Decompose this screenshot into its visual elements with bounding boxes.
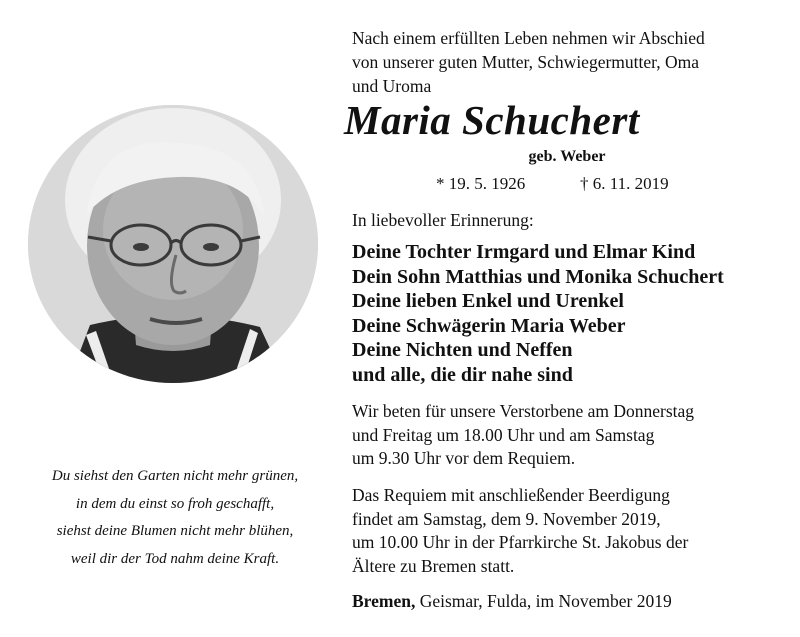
birth-date: * 19. 5. 1926 bbox=[436, 174, 526, 193]
place-bold: Bremen, bbox=[352, 591, 416, 611]
mourner-line: Deine lieben Enkel und Urenkel bbox=[352, 290, 624, 312]
requiem-text bbox=[352, 484, 688, 578]
requiem-line: Das Requiem mit anschließender Beerdigung bbox=[352, 485, 670, 505]
requiem-line: findet am Samstag, dem 9. November 2019, bbox=[352, 508, 661, 529]
requiem-line: um 10.00 Uhr in der Pfarrkirche St. Jakobus der bbox=[352, 532, 689, 552]
place-rest: Geismar, Fulda, im November 2019 bbox=[415, 591, 672, 611]
mourner-line: Deine Schwägerin Maria Weber bbox=[352, 314, 626, 337]
deceased-name: Maria Schuchert bbox=[344, 97, 640, 143]
mourner-line: Deine Tochter Irmgard und Elmar Kind bbox=[352, 241, 696, 263]
prayer-text bbox=[352, 400, 694, 471]
prayer-line: um 9.30 Uhr vor dem Requiem. bbox=[352, 448, 576, 468]
intro-line: und Uroma bbox=[352, 76, 432, 96]
portrait-illustration bbox=[28, 105, 318, 383]
intro-line: Nach einem erfüllten Leben nehmen wir Abschied bbox=[352, 28, 705, 48]
mourners-list bbox=[352, 240, 724, 387]
prayer-line: und Freitag um 18.00 Uhr und am Samstag bbox=[352, 424, 655, 445]
death-date: † 6. 11. 2019 bbox=[580, 174, 669, 193]
poem-line: weil dir der Tod nahm deine Kraft. bbox=[70, 550, 280, 567]
intro-text bbox=[352, 26, 782, 98]
requiem-line: Ältere zu Bremen statt. bbox=[352, 555, 515, 576]
memory-heading: In liebevoller Erinnerung: bbox=[352, 210, 534, 230]
mourner-line: Deine Nichten und Neffen bbox=[352, 339, 573, 361]
poem-line: siehst deine Blumen nicht mehr blühen, bbox=[56, 523, 294, 539]
place-and-date bbox=[352, 591, 672, 612]
poem bbox=[14, 463, 336, 573]
intro-line: von unserer guten Mutter, Schwiegermutter, Oma bbox=[352, 52, 700, 72]
mourner-line: Dein Sohn Matthias und Monika Schuchert bbox=[352, 265, 724, 288]
mourner-line: und alle, die dir nahe sind bbox=[352, 363, 573, 386]
poem-line: Du siehst den Garten nicht mehr grünen, bbox=[51, 468, 299, 484]
prayer-line: Wir beten für unsere Verstorbene am Donnerstag bbox=[352, 401, 695, 421]
maiden-name: geb. Weber bbox=[528, 148, 606, 165]
portrait-photo bbox=[28, 105, 318, 383]
poem-line: in dem du einst so froh geschafft, bbox=[75, 495, 275, 512]
